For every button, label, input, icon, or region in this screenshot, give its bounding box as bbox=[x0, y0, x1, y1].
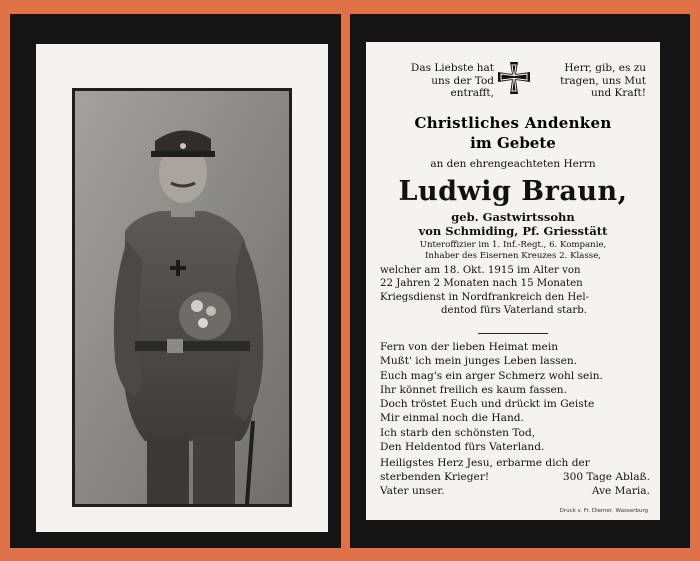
left-card-border bbox=[10, 14, 341, 548]
divider bbox=[478, 333, 548, 334]
verse-left: Das Liebste hat uns der Tod entrafft, bbox=[410, 62, 494, 99]
soldier-portrait bbox=[75, 91, 289, 504]
left-card bbox=[36, 44, 328, 532]
poem-line: Ich starb den schönsten Tod, bbox=[380, 426, 536, 439]
printer-mark: Druck v. Fr. Diemer, Wasserburg bbox=[559, 508, 648, 514]
right-card-border bbox=[350, 14, 690, 548]
poem-line: Den Heldentod fürs Vaterland. bbox=[380, 441, 545, 454]
right-card bbox=[366, 42, 660, 520]
photo-frame bbox=[72, 88, 292, 507]
top-verse-area bbox=[366, 56, 660, 110]
verse-right: Herr, gib, es zu tragen, uns Mut und Kraft! bbox=[560, 62, 646, 99]
deceased-rank: Unteroffizier im 1. Inf.-Regt., 6. Kompanie, bbox=[419, 240, 607, 250]
poem-line: Doch tröstet Euch und drückt im Geiste bbox=[380, 398, 595, 411]
honor-line: an den ehrengeachteten Herrn bbox=[430, 158, 596, 170]
poem-line: Ihr könnet freilich es kaum fassen. bbox=[380, 383, 567, 396]
prayer: Heiligstes Herz Jesu, erbarme dich der sterbenden Krieger! 300 Tage Ablaß. Vater unser. Ave Maria. bbox=[380, 457, 650, 497]
poem bbox=[380, 340, 650, 454]
deceased-name: Ludwig Braun, bbox=[398, 176, 628, 207]
poem-line: Mußt' ich mein junges Leben lassen. bbox=[380, 355, 578, 368]
deceased-decoration: Inhaber des Eisernen Kreuzes 2. Klasse, bbox=[424, 251, 602, 261]
memorial-subtitle: im Gebete bbox=[470, 134, 556, 152]
iron-cross-icon bbox=[496, 60, 532, 96]
poem-line: Euch mag's ein arger Schmerz wohl sein. bbox=[380, 369, 603, 382]
poem-line: Mir einmal noch die Hand. bbox=[380, 412, 524, 425]
deceased-origin: geb. Gastwirtssohn bbox=[451, 210, 575, 224]
death-notice: welcher am 18. Okt. 1915 im Alter von 22 Jahren 2 Monaten nach 15 Monaten Kriegsdienst in Nordfrankreich den Hel- dentod fürs Vaterland starb. bbox=[380, 265, 590, 317]
poem-line: Fern von der lieben Heimat mein bbox=[380, 341, 559, 353]
memorial-title: Christliches Andenken bbox=[414, 114, 612, 132]
deceased-parish: von Schmiding, Pf. Griesstätt bbox=[418, 224, 608, 238]
